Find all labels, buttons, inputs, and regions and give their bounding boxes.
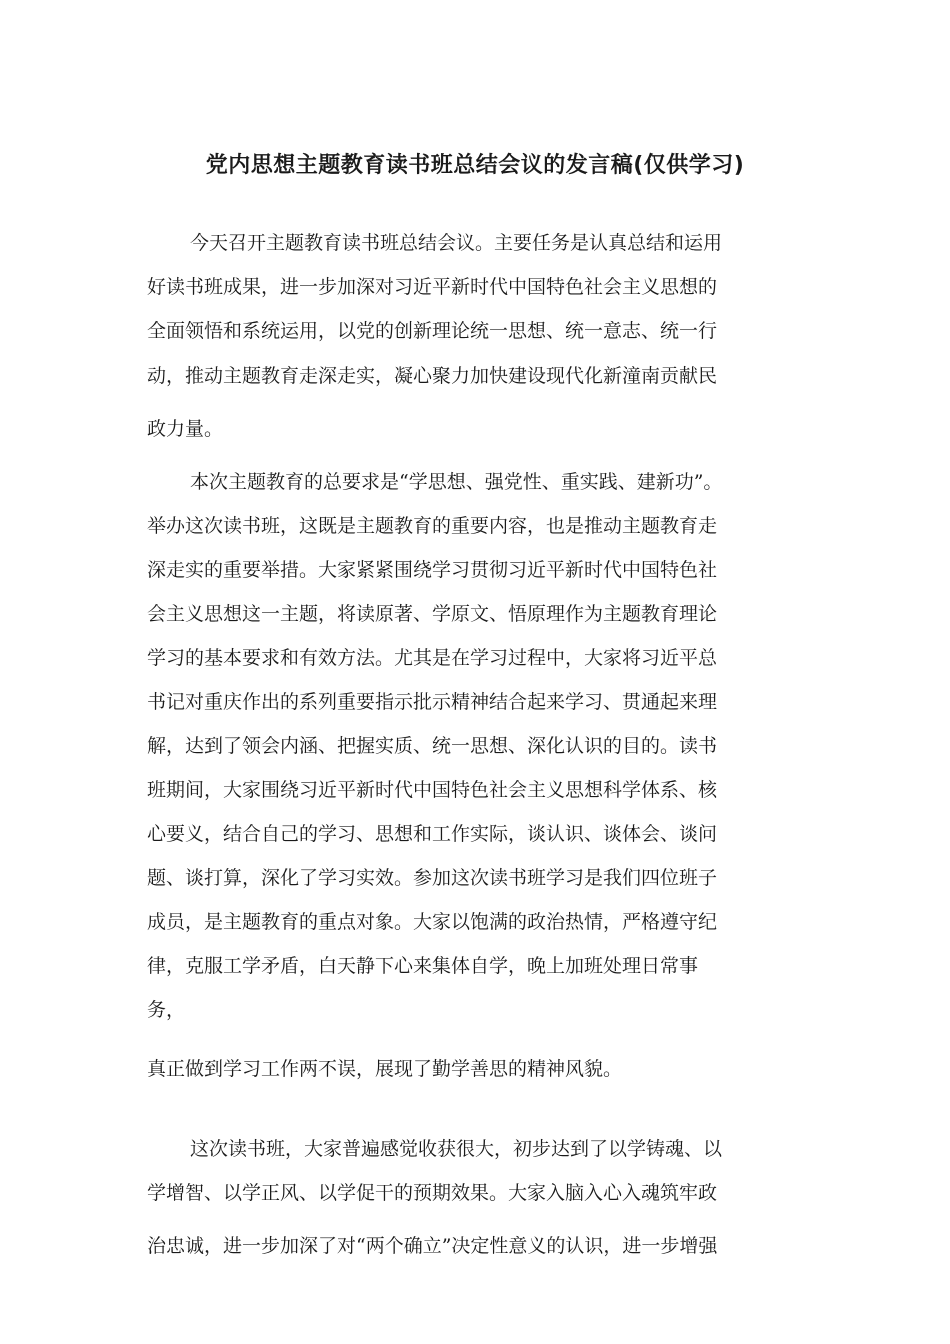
paragraph-4-line-1: 这次读书班，大家普遍感觉收获很大，初步达到了以学铸魂、以 <box>190 1138 723 1160</box>
paragraph-2-line-11: 成员，是主题教育的重点对象。大家以饱满的政治热情，严格遵守纪 <box>147 911 718 933</box>
paragraph-2-line-1: 本次主题教育的总要求是“学思想、强党性、重实践、建新功”。 <box>190 471 723 493</box>
paragraph-2-line-2: 举办这次读书班，这既是主题教育的重要内容，也是推动主题教育走 <box>147 515 718 537</box>
paragraph-1-line-4: 动，推动主题教育走深走实，凝心聚力加快建设现代化新潼南贡献民 <box>147 365 718 387</box>
paragraph-4-line-3: 治忠诚，进一步加深了对“两个确立”决定性意义的认识，进一步增强 <box>147 1235 718 1257</box>
paragraph-1-line-3: 全面领悟和系统运用，以党的创新理论统一思想、统一意志、统一行 <box>147 320 718 342</box>
paragraph-2-line-9: 心要义，结合自己的学习、思想和工作实际，谈认识、谈体会、谈问 <box>147 823 718 845</box>
paragraph-2-line-10: 题、谈打算，深化了学习实效。参加这次读书班学习是我们四位班子 <box>147 867 718 889</box>
paragraph-2-line-7: 解，达到了领会内涵、把握实质、统一思想、深化认识的目的。读书 <box>147 735 718 757</box>
document-title: 党内思想主题教育读书班总结会议的发言稿(仅供学习) <box>205 153 745 178</box>
paragraph-2-line-6: 书记对重庆作出的系列重要指示批示精神结合起来学习、贯通起来理 <box>147 691 718 713</box>
paragraph-1-line-5: 政力量。 <box>147 418 224 440</box>
paragraph-3-line-1: 真正做到学习工作两不误，展现了勤学善思的精神风貌。 <box>147 1058 623 1080</box>
paragraph-2-line-5: 学习的基本要求和有效方法。尤其是在学习过程中，大家将习近平总 <box>147 647 718 669</box>
paragraph-1-line-1: 今天召开主题教育读书班总结会议。主要任务是认真总结和运用 <box>190 232 723 254</box>
paragraph-4-line-2: 学增智、以学正风、以学促干的预期效果。大家入脑入心入魂筑牢政 <box>147 1182 718 1204</box>
paragraph-1-line-2: 好读书班成果，进一步加深对习近平新时代中国特色社会主义思想的 <box>147 276 718 298</box>
paragraph-2-line-13: 务， <box>147 999 186 1021</box>
paragraph-2-line-3: 深走实的重要举措。大家紧紧围绕学习贯彻习近平新时代中国特色社 <box>147 559 718 581</box>
paragraph-2-line-4: 会主义思想这一主题，将读原著、学原文、悟原理作为主题教育理论 <box>147 603 718 625</box>
paragraph-2-line-8: 班期间，大家围绕习近平新时代中国特色社会主义思想科学体系、核 <box>147 779 718 801</box>
paragraph-2-line-12: 律，克服工学矛盾，白天静下心来集体自学，晚上加班处理日常事 <box>147 955 699 977</box>
